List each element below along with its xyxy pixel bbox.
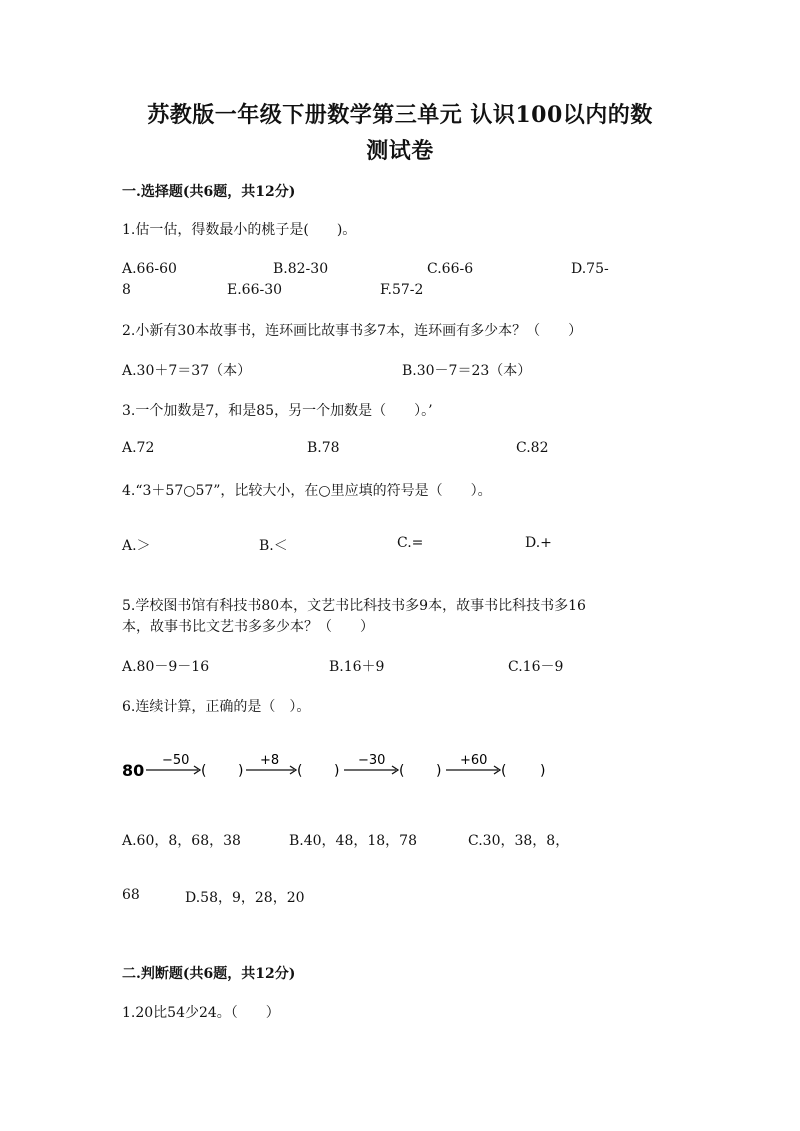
calculation-chain-graphic [122,748,562,788]
chain-op-3: −30 [358,753,386,768]
question-1-text: 1.估一估，得数最小的桃子是( )。 [122,222,357,238]
chain-paren-close-2: ) [334,763,340,779]
question-3-text: 3.一个加数是7，和是85，另一个加数是（ ）。’ [122,403,433,419]
question-5-text-line1: 5.学校图书馆有科技书80本，文艺书比科技书多9本，故事书比科技书多16 [122,598,586,614]
chain-op-4: +60 [460,753,488,768]
q6-option-c-cont: 68 [122,887,140,903]
q1-option-f: F.57-2 [380,282,424,298]
q6-option-c: C.30，38，8， [468,833,570,849]
chain-op-1: −50 [162,753,190,768]
section-heading-choice: 一.选择题(共6题，共12分) [122,184,296,200]
chain-paren-open-4: ( [501,763,507,779]
q4-option-d: D.+ [525,535,552,551]
chain-paren-open-2: ( [297,763,303,779]
q1-option-d-cont: 8 [122,282,131,298]
q4-option-c: C.= [397,535,424,551]
q6-option-a: A.60，8，68，38 [122,833,241,849]
q1-option-b: B.82-30 [273,261,329,277]
q2-option-b: B.30－7＝23（本） [402,363,532,379]
judgement-question-1-text: 1.20比54少24。（ ） [122,1005,280,1021]
q4-option-a: A.＞ [122,538,151,554]
q1-option-d: D.75- [571,261,609,277]
chain-step-1 [146,753,243,779]
q1-option-a: A.66-60 [122,261,177,277]
chain-step-2 [246,753,339,779]
chain-paren-close-3: ) [436,763,442,779]
chain-paren-open-1: ( [201,763,207,779]
q5-option-b: B.16＋9 [329,659,385,675]
q3-option-c: C.82 [516,440,549,456]
page-title-line1: 苏教版一年级下册数学第三单元 认识100以内的数 [147,102,653,128]
q6-option-b: B.40，48，18，78 [289,833,417,849]
question-4-text: 4.“3＋57○57”，比较大小，在○里应填的符号是（ ）。 [122,483,492,499]
q3-option-b: B.78 [307,440,340,456]
chain-paren-close-4: ) [540,763,546,779]
chain-paren-close-1: ) [238,763,244,779]
q1-option-c: C.66-6 [427,261,474,277]
calculation-chain [122,748,562,788]
q4-option-b: B.＜ [259,538,288,554]
q6-option-d: D.58，9，28，20 [185,890,305,906]
question-5-text-line2: 本，故事书比文艺书多多少本？（ ） [122,619,374,635]
section-heading-judgement: 二.判断题(共6题，共12分) [122,966,296,982]
chain-step-4 [446,753,545,779]
q5-option-a: A.80－9－16 [122,659,210,675]
q3-option-a: A.72 [122,440,155,456]
q1-option-e: E.66-30 [227,282,283,298]
chain-op-2: +8 [260,753,280,768]
chain-start-number: 80 [122,761,145,780]
chain-step-3 [344,753,441,779]
q2-option-a: A.30＋7＝37（本） [122,363,252,379]
page-title-line2: 测试卷 [366,138,434,164]
q5-option-c: C.16－9 [508,659,564,675]
question-2-text: 2.小新有30本故事书，连环画比故事书多7本，连环画有多少本？（ ） [122,323,583,339]
question-6-text: 6.连续计算，正确的是（ ）。 [122,699,311,715]
chain-paren-open-3: ( [399,763,405,779]
